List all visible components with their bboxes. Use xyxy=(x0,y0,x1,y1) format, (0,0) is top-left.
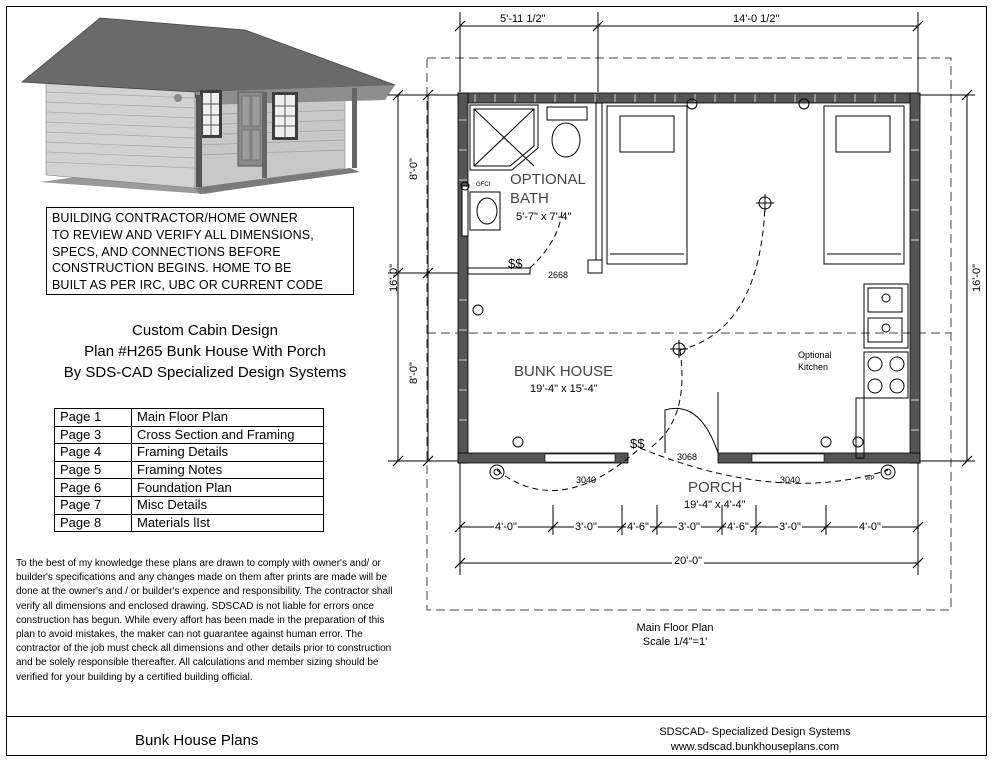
plan-caption-title: Main Floor Plan xyxy=(636,622,714,634)
page-number: Page 1 xyxy=(55,409,132,427)
warning-line: SPECS, AND CONNECTIONS BEFORE xyxy=(52,244,281,259)
kitchen-label-2: Kitchen xyxy=(798,362,829,372)
bottom-dim: 4'-6" xyxy=(727,521,749,533)
dim-left-lower: 8'-0" xyxy=(408,362,420,384)
warning-line: CONSTRUCTION BEGINS. HOME TO BE xyxy=(52,261,292,276)
page-number: Page 4 xyxy=(55,444,132,462)
warning-line: TO REVIEW AND VERIFY ALL DIMENSIONS, xyxy=(52,227,314,242)
bath-switch: $$ xyxy=(508,256,523,271)
plan-caption xyxy=(605,621,745,649)
page-number: Page 8 xyxy=(55,514,132,532)
dim-right-total: 16'-0" xyxy=(971,263,983,292)
porch-size: 19'-4" x 4'-4" xyxy=(684,499,746,511)
page-number: Page 5 xyxy=(55,461,132,479)
designer-title: By SDS-CAD Specialized Design Systems xyxy=(63,364,347,381)
room-label: BUNK HOUSE xyxy=(514,363,614,380)
footer-company xyxy=(640,725,870,755)
page-number: Page 7 xyxy=(55,496,132,514)
bottom-dim: 3'-0" xyxy=(779,521,801,533)
bath-label-2: BATH xyxy=(510,190,549,207)
page-title: Cross Section and Framing xyxy=(132,426,324,444)
warning-line: BUILT AS PER IRC, UBC OR CURRENT CODE xyxy=(52,278,324,293)
bath-label: OPTIONAL xyxy=(510,171,586,188)
page-title: Misc Details xyxy=(132,496,324,514)
porch-label: PORCH xyxy=(688,479,743,496)
door-switch: $$ xyxy=(630,436,645,451)
page-title: Foundation Plan xyxy=(132,479,324,497)
plan-number-title: Plan #H265 Bunk House With Porch xyxy=(84,343,326,360)
wp-label: WP xyxy=(865,476,875,482)
bottom-dim: 3'-0" xyxy=(678,521,700,533)
page-title: Framing Details xyxy=(132,444,324,462)
dim-top-left: 5'-11 1/2" xyxy=(500,13,546,25)
design-title: Custom Cabin Design xyxy=(132,322,278,339)
right-window-size: 3040 xyxy=(780,475,801,485)
dim-bottom-total: 20'-0" xyxy=(674,555,703,567)
page-number: Page 3 xyxy=(55,426,132,444)
bath-door-size: 2668 xyxy=(548,270,569,280)
disclaimer-text: To the best of my knowledge these plans are drawn to comply with owner's and/ or builder's specifications and any changes made on them after prints are made will be done at the owner's and / or builder's expence and responsibility. The contractor shall verify all dimensions and enclosed drawing. SDSCAD is not liable for errors once construction has begun. While every affort has been made in the preparation of this plan to avoid mistakes, the maker can not guarantee against human error. The contractor of the job must check all dimensions and other details prior to construction and be solely responsible thereafter. All calculations and member sizing should be verified for your building by a certified building official. xyxy=(16,558,393,683)
page-title: Framing Notes xyxy=(132,461,324,479)
bottom-dim: 3'-0" xyxy=(575,521,597,533)
footer-company-name: SDSCAD- Specialized Design Systems xyxy=(659,726,851,738)
bottom-dim: 4'-0" xyxy=(495,521,517,533)
bath-size: 5'-7" x 7'-4" xyxy=(516,211,572,223)
bottom-dim: 4'-0" xyxy=(859,521,881,533)
dim-left-upper: 8'-0" xyxy=(408,158,420,180)
page-number: Page 6 xyxy=(55,479,132,497)
warning-line: BUILDING CONTRACTOR/HOME OWNER xyxy=(52,211,298,225)
kitchen-label: Optional xyxy=(798,350,832,360)
dim-top-right: 14'-0 1/2" xyxy=(733,13,780,25)
main-door-size: 3068 xyxy=(677,452,698,462)
page-title: Main Floor Plan xyxy=(132,409,324,427)
left-window-size: 3040 xyxy=(576,475,597,485)
gfci-label: GFCI xyxy=(476,182,491,188)
dim-left-total: 16'-0" xyxy=(388,263,400,292)
page-title: Materials lIst xyxy=(132,514,324,532)
footer-title: Bunk House Plans xyxy=(135,732,259,749)
plan-caption-scale: Scale 1/4"=1' xyxy=(642,636,708,648)
bottom-dim: 4'-6" xyxy=(627,521,649,533)
room-size: 19'-4" x 15'-4" xyxy=(530,383,598,395)
footer-website: www.sdscad.bunkhouseplans.com xyxy=(670,741,840,753)
